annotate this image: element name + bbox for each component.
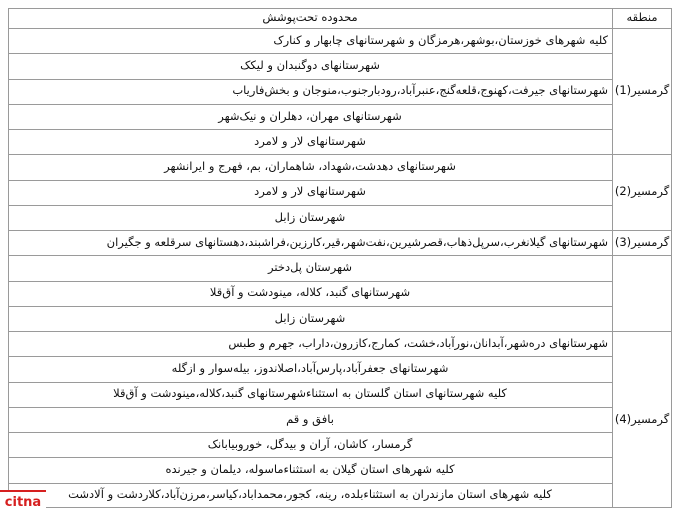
coverage-cell: گرمسار، کاشان، آران و بیدگل، خوروبیابانک [207,436,413,451]
header-area: محدوده تحت‌پوشش [8,8,612,28]
row-divider [8,407,612,408]
row-divider [8,483,612,484]
coverage-cell: شهرستانهای جعفرآباد،پارس‌آباد،اصلاندوز، بیله‌سوار و ازگله [171,361,449,376]
coverage-cell: شهرستانهای گیلانغرب،سرپل‌ذهاب،قصرشیرین،نفت‌شهر،قیر،کارزین،فراشبند،دهستانهای سرقلعه و جگیران [106,234,608,249]
coverage-cell: شهرستانهای دهدشت،شهداد، شاهماران، بم، فهرج و ایرانشهر [164,159,456,174]
coverage-cell: کلیه شهرهای استان مازندران به استثناءبلده، رینه، کجور،محمداباد،کیاسر،مرزن‌آباد،کلاردشت و آلادشت [68,487,552,502]
row-divider [8,53,612,54]
row-divider [8,154,612,155]
table-border-bottom [8,507,672,508]
coverage-cell: بافق و قم [286,411,334,426]
row-divider [8,306,612,307]
region-cell: گرمسیر(4) [614,411,670,426]
coverage-cell: کلیه شهرهای خوزستان،بوشهر،هرمزگان و شهرستانهای چابهار و کنارک [273,32,608,47]
region-cell: گرمسیر(2) [614,184,670,199]
coverage-cell: کلیه شهرهای استان گیلان به استثناءماسوله، دیلمان و جیرنده [165,462,455,477]
row-divider [8,104,612,105]
region-divider [612,230,672,231]
table-border-top [8,8,672,9]
region-cell: گرمسیر(1) [614,83,670,98]
row-divider [8,255,612,256]
header-region: منطقه [612,8,672,28]
table-border-left [8,8,9,508]
coverage-cell: شهرستان زابل [274,310,346,325]
coverage-cell: شهرستانهای مهران، دهلران و نیک‌شهر [218,108,402,123]
coverage-cell: شهرستانهای دره‌شهر،آبدانان،نورآباد،خشت، کمارج،کازرون،داراب، جهرم و طبس [228,335,608,350]
coverage-cell: شهرستانهای لار و لامرد [254,184,366,199]
table-border-right [671,8,672,508]
coverage-cell: شهرستان زابل [274,209,346,224]
row-divider [8,432,612,433]
coverage-cell: شهرستانهای گنبد، کلاله، مینودشت و آق‌قلا [209,285,411,300]
row-divider [8,79,612,80]
row-divider [8,356,612,357]
column-divider [612,8,613,508]
row-divider [8,457,612,458]
region-cell: گرمسیر(3) [614,234,670,249]
row-divider [8,180,612,181]
region-cell [612,255,672,331]
region-divider [612,154,672,155]
coverage-cell: شهرستانهای لار و لامرد [254,133,366,148]
header-divider [8,28,672,29]
region-divider [612,255,672,256]
region-divider [612,331,672,332]
row-divider [8,331,612,332]
row-divider [8,205,612,206]
coverage-cell: شهرستانهای دوگنبدان و لیکک [240,57,380,72]
row-divider [8,129,612,130]
row-divider [8,230,612,231]
coverage-cell: شهرستانهای جیرفت،کهنوج،قلعه‌گنج،عنبرآباد،رودبارجنوب،منوجان و بخش‌فاریاب [232,83,608,98]
logo-text: citna [4,494,42,510]
coverage-table [8,8,672,508]
citna-logo [0,490,46,512]
coverage-cell: کلیه شهرستانهای استان گلستان به استثناءشهرستانهای گنبد،کلاله،مینودشت و آق‌قلا [113,386,507,401]
row-divider [8,281,612,282]
coverage-cell: شهرستان پل‌دختر [268,260,352,275]
row-divider [8,382,612,383]
